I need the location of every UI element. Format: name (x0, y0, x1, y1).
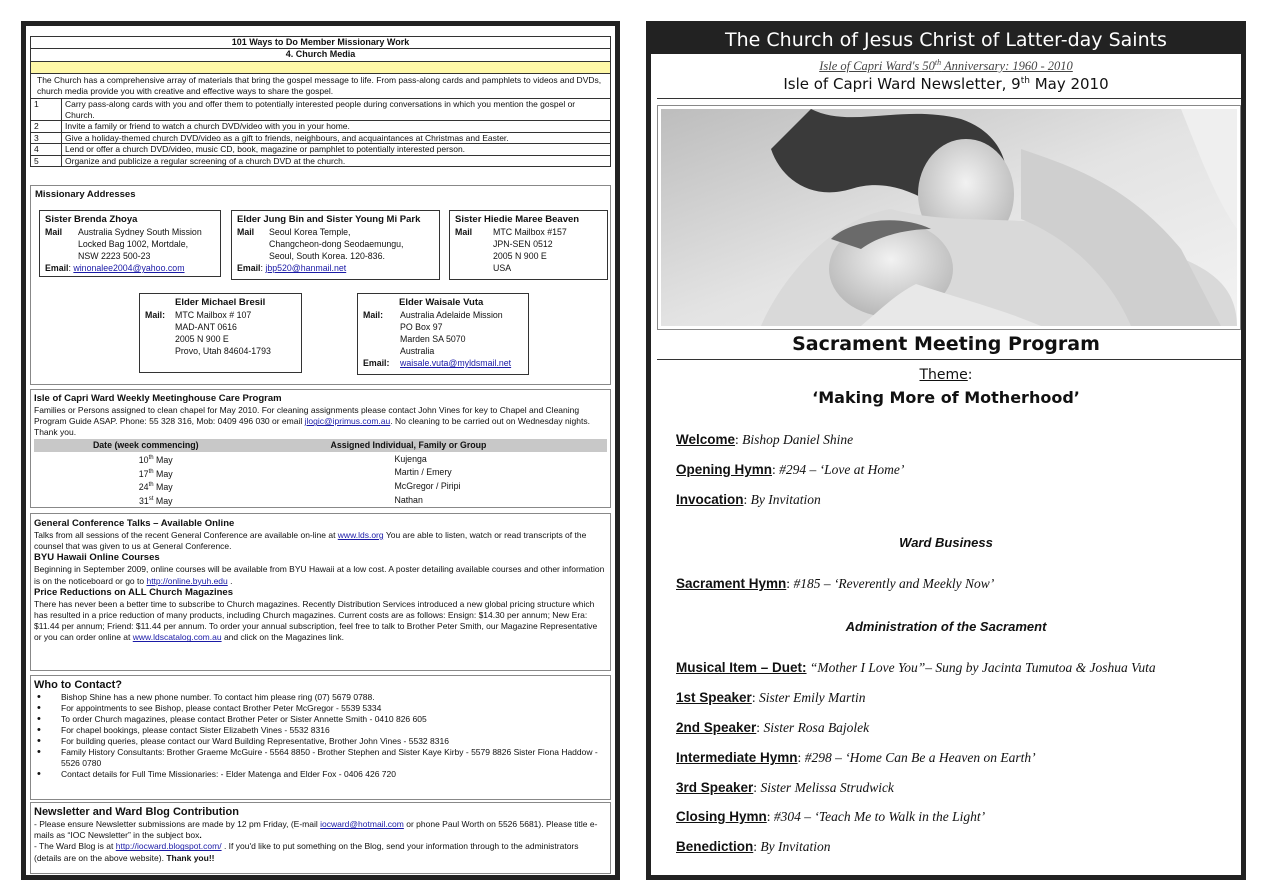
email-link[interactable]: waisale.vuta@myldsmail.net (400, 358, 512, 368)
address-line: PO Box 97 (400, 322, 443, 332)
theme-label: Theme (919, 367, 968, 383)
blog-thanks: Thank you!! (166, 852, 215, 863)
ways-table (30, 98, 611, 167)
program-title: Sacrament Meeting Program (792, 333, 1100, 355)
newsletter-sup: th (1020, 76, 1030, 87)
magazine-text-part: There has never been a better time to subscribe to Church magazines. Recently Distribution Services introduced a new global pricing structure which has resulted in a price reduction of many products, including Church magazines. Current costs are as follows: Ensign: $14.30 per annum; New Era: $11.44 per annum; Friend: $11.44 per annum. To order your annual subscription, feel free to talk to Brother Peter Smith, our Magazine Representative or you can order online at (34, 598, 598, 643)
item-value: Sister Emily Martin (758, 690, 866, 705)
contact-section (30, 675, 611, 800)
email-link[interactable]: winonalee2004@yahoo.com (73, 263, 185, 273)
mail-label: Mail (45, 227, 63, 237)
ways-row (31, 144, 611, 156)
contact-item: • Family History Consultants: Brother Graeme McGuire - 5564 8850 - Brother Stephen and Sister Kaye Kirby - 5579 8826 Sister Fiona Haddow - 5526 0780 (34, 747, 607, 769)
right-page (646, 21, 1246, 880)
address-line: MTC Mailbox #157 (493, 227, 567, 237)
item-label: Opening Hymn (676, 462, 773, 477)
care-row (34, 479, 607, 493)
care-table (34, 439, 607, 508)
care-text-part: Families or Persons assigned to clean chapel for May 2010. For cleaning assignments please contact John Vines for key to Chapel and Cleaning Program Guide ASAP. Phone: 55 328 316, Mob: 0409 496 030 or email (34, 405, 580, 427)
missionary-name: Sister Hiedie Maree Beaven (455, 214, 580, 225)
ways-text: Invite a family or friend to watch a church DVD/video with you in your home. (62, 121, 611, 133)
byu-text (34, 564, 607, 586)
byu-text-part: . (227, 575, 233, 586)
missionary-name: Elder Waisale Vuta (399, 297, 484, 308)
care-day-suffix: th (148, 482, 154, 489)
care-row (34, 452, 607, 466)
ways-row (31, 121, 611, 133)
ways-text: Carry pass-along cards with you and offer them to potentially interested people during conversations in which you mention the gospel or Church. (62, 99, 611, 121)
magazine-text-part: and click on the Magazines link. (221, 632, 344, 643)
contact-item: • Contact details for Full Time Missionaries: - Elder Matenga and Elder Fox - 0406 426 720 (34, 769, 607, 780)
ldscatalog-link[interactable]: www.ldscatalog.com.au (132, 632, 222, 643)
blog-text-part: or phone Paul Worth on 5526 5681). Please title e-mails as “IOC Newsletter” in the subject box (34, 819, 598, 841)
ways-title: 101 Ways to Do Member Missionary Work (30, 36, 611, 49)
care-month: May (153, 468, 173, 479)
contact-item: • For building queries, please contact our Ward Building Representative, Brother John Vines - 5532 8316 (34, 736, 607, 747)
mail-label: Mail: (363, 310, 384, 320)
address-line: 2005 N 900 E (175, 334, 229, 344)
anniversary-sup: th (934, 58, 942, 67)
program-closing-hymn: Closing Hymn: #304 – ‘Teach Me to Walk in the Light’ (676, 809, 986, 824)
photo-illustration (661, 109, 1237, 326)
address-vuta (357, 293, 529, 375)
care-date (34, 466, 257, 480)
program-ward-business: Ward Business (899, 535, 993, 550)
address-line: 2005 N 900 E (493, 251, 547, 261)
item-label: Sacrament Hymn (676, 576, 787, 591)
program-benediction: Benediction: By Invitation (676, 839, 831, 854)
magazine-heading: Price Reductions on ALL Church Magazines (34, 586, 234, 598)
byuh-link[interactable]: http://online.byuh.edu (146, 575, 228, 586)
left-page (21, 21, 620, 880)
care-col-group: Assigned Individual, Family or Group (257, 439, 607, 452)
anniversary-text: Isle of Capri Ward's 50 (819, 59, 935, 74)
gc-text-part: Talks from all sessions of the recent General Conference are available on-line at (34, 530, 338, 540)
ways-section (30, 36, 611, 184)
care-col-date: Date (week commencing) (34, 439, 257, 452)
contact-item: • For chapel bookings, please contact Sister Elizabeth Vines - 5532 8316 (34, 725, 607, 736)
magazine-text (34, 599, 607, 644)
care-day: 24 (138, 482, 149, 493)
address-line: Australia Adelaide Mission (400, 310, 503, 320)
mail-label: Mail (237, 227, 255, 237)
address-park: Elder Jung Bin and Sister Young Mi Park Mail Seoul Korea Temple, Changcheon-dong Seodaemungu, Seoul, South Korea. 120-836. Email: jbp520@hanmail.net (231, 210, 440, 280)
care-day-suffix: th (148, 454, 154, 461)
mail-label: Mail (455, 227, 473, 237)
missionary-heading: Missionary Addresses (35, 189, 136, 200)
missionary-name: Sister Brenda Zhoya (45, 214, 138, 225)
program-speaker-2: 2nd Speaker: Sister Rosa Bajolek (676, 720, 870, 735)
contact-item: • For appointments to see Bishop, please contact Brother Peter McGregor - 5539 5334 (34, 703, 607, 714)
program-invocation: Invocation: By Invitation (676, 492, 821, 507)
ways-row (31, 155, 611, 167)
address-line: Marden SA 5070 (400, 334, 466, 344)
missionary-name: Elder Michael Bresil (175, 297, 266, 308)
program-speaker-3: 3rd Speaker: Sister Melissa Strudwick (676, 780, 894, 795)
address-line: MTC Mailbox # 107 (175, 310, 252, 320)
item-value: “Mother I Love You”– Sung by Jacinta Tumutoa & Joshua Vuta (809, 660, 1156, 675)
ways-number: 2 (31, 121, 62, 133)
item-label: 2nd Speaker (676, 720, 757, 735)
item-value: Sister Melissa Strudwick (760, 780, 894, 795)
newsletter-text: May 2010 (1029, 75, 1109, 94)
care-email-link[interactable]: jlogic@iprimus.com.au (304, 416, 391, 427)
item-value: #185 – ‘Reverently and Meekly Now’ (793, 576, 995, 591)
theme-label-line: Theme: (919, 367, 973, 383)
item-value: #304 – ‘Teach Me to Walk in the Light’ (773, 809, 986, 824)
address-line: USA (493, 263, 512, 273)
care-row (34, 466, 607, 480)
highlight-bar (30, 62, 611, 74)
address-bresil (139, 293, 302, 373)
address-line: Locked Bag 1002, Mortdale, (78, 239, 189, 249)
gc-text (34, 530, 607, 552)
care-day: 31 (138, 496, 149, 507)
program-speaker-1: 1st Speaker: Sister Emily Martin (676, 690, 866, 705)
item-value: #294 – ‘Love at Home’ (779, 462, 905, 477)
address-line: NSW 2223 500-23 (78, 251, 151, 261)
care-text-part: . No cleaning to be carried out on Wednesday nights. Thank you. (34, 416, 590, 438)
blog-text-1 (34, 819, 607, 841)
gc-text-part: You are able to listen, watch or read transcripts of the counsel that was given to us at General Conference. (34, 530, 587, 552)
care-row (34, 493, 607, 507)
anniversary-line (651, 58, 1241, 74)
program-sacrament-hymn: Sacrament Hymn: #185 – ‘Reverently and Meekly Now’ (676, 576, 995, 591)
blog-text-part: - Please ensure Newsletter submissions are made by 12 pm Friday, (E-mail (34, 819, 321, 829)
address-line: Seoul, South Korea. 120-836. (269, 251, 385, 261)
item-label: Invocation (676, 492, 744, 507)
newsletter-email-link[interactable]: iocward@hotmail.com (320, 819, 404, 829)
item-value: By Invitation (760, 839, 831, 854)
address-zhoya: Sister Brenda Zhoya Mail Australia Sydney South Mission Locked Bag 1002, Mortdale, NSW 2223 500-23 Email: winonalee2004@yahoo.com (39, 210, 221, 277)
blog-text-part: . (199, 830, 202, 841)
missionary-name: Elder Jung Bin and Sister Young Mi Park (237, 214, 421, 225)
ways-number: 1 (31, 99, 62, 121)
news-section (30, 513, 611, 671)
blog-link[interactable]: http://iocward.blogspot.com/ (115, 841, 222, 852)
care-month: May (153, 454, 173, 465)
item-label: Intermediate Hymn (676, 750, 798, 765)
ways-number: 3 (31, 132, 62, 144)
mail-label: Mail: (145, 310, 166, 320)
mother-and-baby-photo (657, 105, 1241, 330)
item-value: Bishop Daniel Shine (742, 432, 854, 447)
email-link[interactable]: jbp520@hanmail.net (265, 263, 347, 273)
care-day: 17 (138, 468, 149, 479)
newsletter-text: Isle of Capri Ward Newsletter, 9 (783, 75, 1021, 94)
item-label: 3rd Speaker (676, 780, 754, 795)
item-label: Musical Item – Duet: (676, 660, 807, 675)
divider (657, 98, 1241, 99)
care-text (34, 405, 607, 439)
item-label: 1st Speaker (676, 690, 752, 705)
gc-heading: General Conference Talks – Available Online (34, 518, 235, 529)
email-label: Email (45, 263, 69, 273)
item-value: By Invitation (750, 492, 821, 507)
anniversary-text: Anniversary: 1960 - 2010 (941, 59, 1073, 74)
blog-text-part: . If you'd like to put something on the Blog, send your information through to the administrators (details are on the above website). (34, 841, 579, 863)
email-label: Email: (363, 358, 390, 368)
contact-list (34, 692, 607, 780)
church-title: The Church of Jesus Christ of Latter-day Saints (651, 26, 1241, 54)
item-label: Benediction (676, 839, 754, 854)
care-assignee: Nathan (394, 495, 423, 506)
address-line: Seoul Korea Temple, (269, 227, 351, 237)
item-label: Closing Hymn (676, 809, 767, 824)
email-label: Email (237, 263, 261, 273)
care-assignee: Martin / Emery (394, 467, 452, 478)
blog-text-2 (34, 841, 607, 863)
care-date (34, 479, 257, 493)
care-assignee: Kujenga (394, 453, 427, 464)
ways-row (31, 99, 611, 121)
program-intermediate-hymn: Intermediate Hymn: #298 – ‘Home Can Be a Heaven on Earth’ (676, 750, 1036, 765)
contact-item: • To order Church magazines, please contact Brother Peter or Sister Annette Smith - 0410 826 605 (34, 714, 607, 725)
byu-text-part: Beginning in September 2009, online courses will be available from BYU Hawaii at a low cost. A poster detailing available courses and other information is on the noticeboard or go to (34, 564, 605, 586)
program-administration: Administration of the Sacrament (845, 619, 1047, 634)
blog-text-part: - The Ward Blog is at (34, 841, 116, 852)
item-label: Welcome (676, 432, 736, 447)
missionary-addresses (30, 185, 611, 385)
byu-heading: BYU Hawaii Online Courses (34, 552, 160, 564)
theme-title: ‘Making More of Motherhood’ (812, 388, 1080, 407)
ways-text: Lend or offer a church DVD/video, music CD, book, magazine or pamphlet to potentially interested person. (62, 144, 611, 156)
care-day: 10 (138, 454, 149, 465)
item-value: #298 – ‘Home Can Be a Heaven on Earth’ (804, 750, 1036, 765)
address-line: Provo, Utah 84604-1793 (175, 346, 271, 356)
care-day-suffix: th (148, 468, 154, 475)
ways-intro: The Church has a comprehensive array of materials that bring the gospel message to life. From pass-along cards and pamphlets to videos and DVDs, church media provide you with creative and effective ways to share the gospel. (30, 74, 611, 98)
program-opening-hymn: Opening Hymn: #294 – ‘Love at Home’ (676, 462, 905, 477)
address-line: MAD-ANT 0616 (175, 322, 237, 332)
care-heading: Isle of Capri Ward Weekly Meetinghouse Care Program (34, 393, 282, 404)
care-assignee: McGregor / Piripi (394, 481, 461, 492)
newsletter-line (651, 75, 1241, 93)
ways-number: 5 (31, 155, 62, 167)
care-day-suffix: st (148, 496, 154, 503)
care-program (30, 389, 611, 508)
address-beaven (449, 210, 608, 280)
blog-heading: Newsletter and Ward Blog Contribution (34, 806, 239, 818)
divider (657, 359, 1241, 360)
program-welcome: Welcome: Bishop Daniel Shine (676, 432, 854, 447)
ways-number: 4 (31, 144, 62, 156)
contact-item: • Bishop Shine has a new phone number. To contact him please ring (07) 5679 0788. (34, 692, 607, 703)
address-line: Australia (400, 346, 435, 356)
address-line: Changcheon-dong Seodaemungu, (269, 239, 404, 249)
ways-row (31, 132, 611, 144)
care-date (34, 493, 257, 507)
lds-link[interactable]: www.lds.org (337, 530, 384, 540)
program-musical-item (676, 660, 1156, 676)
ways-subtitle: 4. Church Media (30, 49, 611, 62)
contact-heading: Who to Contact? (34, 679, 122, 691)
ways-text: Organize and publicize a regular screening of a church DVD at the church. (62, 155, 611, 167)
address-line: JPN-SEN 0512 (493, 239, 553, 249)
care-date (34, 452, 257, 466)
blog-section (30, 802, 611, 874)
ways-text: Give a holiday-themed church DVD/video as a gift to friends, neighbours, and acquaintances at Christmas and Easter. (62, 132, 611, 144)
address-line: Australia Sydney South Mission (78, 227, 202, 237)
care-month: May (153, 496, 173, 507)
item-value: Sister Rosa Bajolek (763, 720, 870, 735)
care-month: May (153, 482, 173, 493)
